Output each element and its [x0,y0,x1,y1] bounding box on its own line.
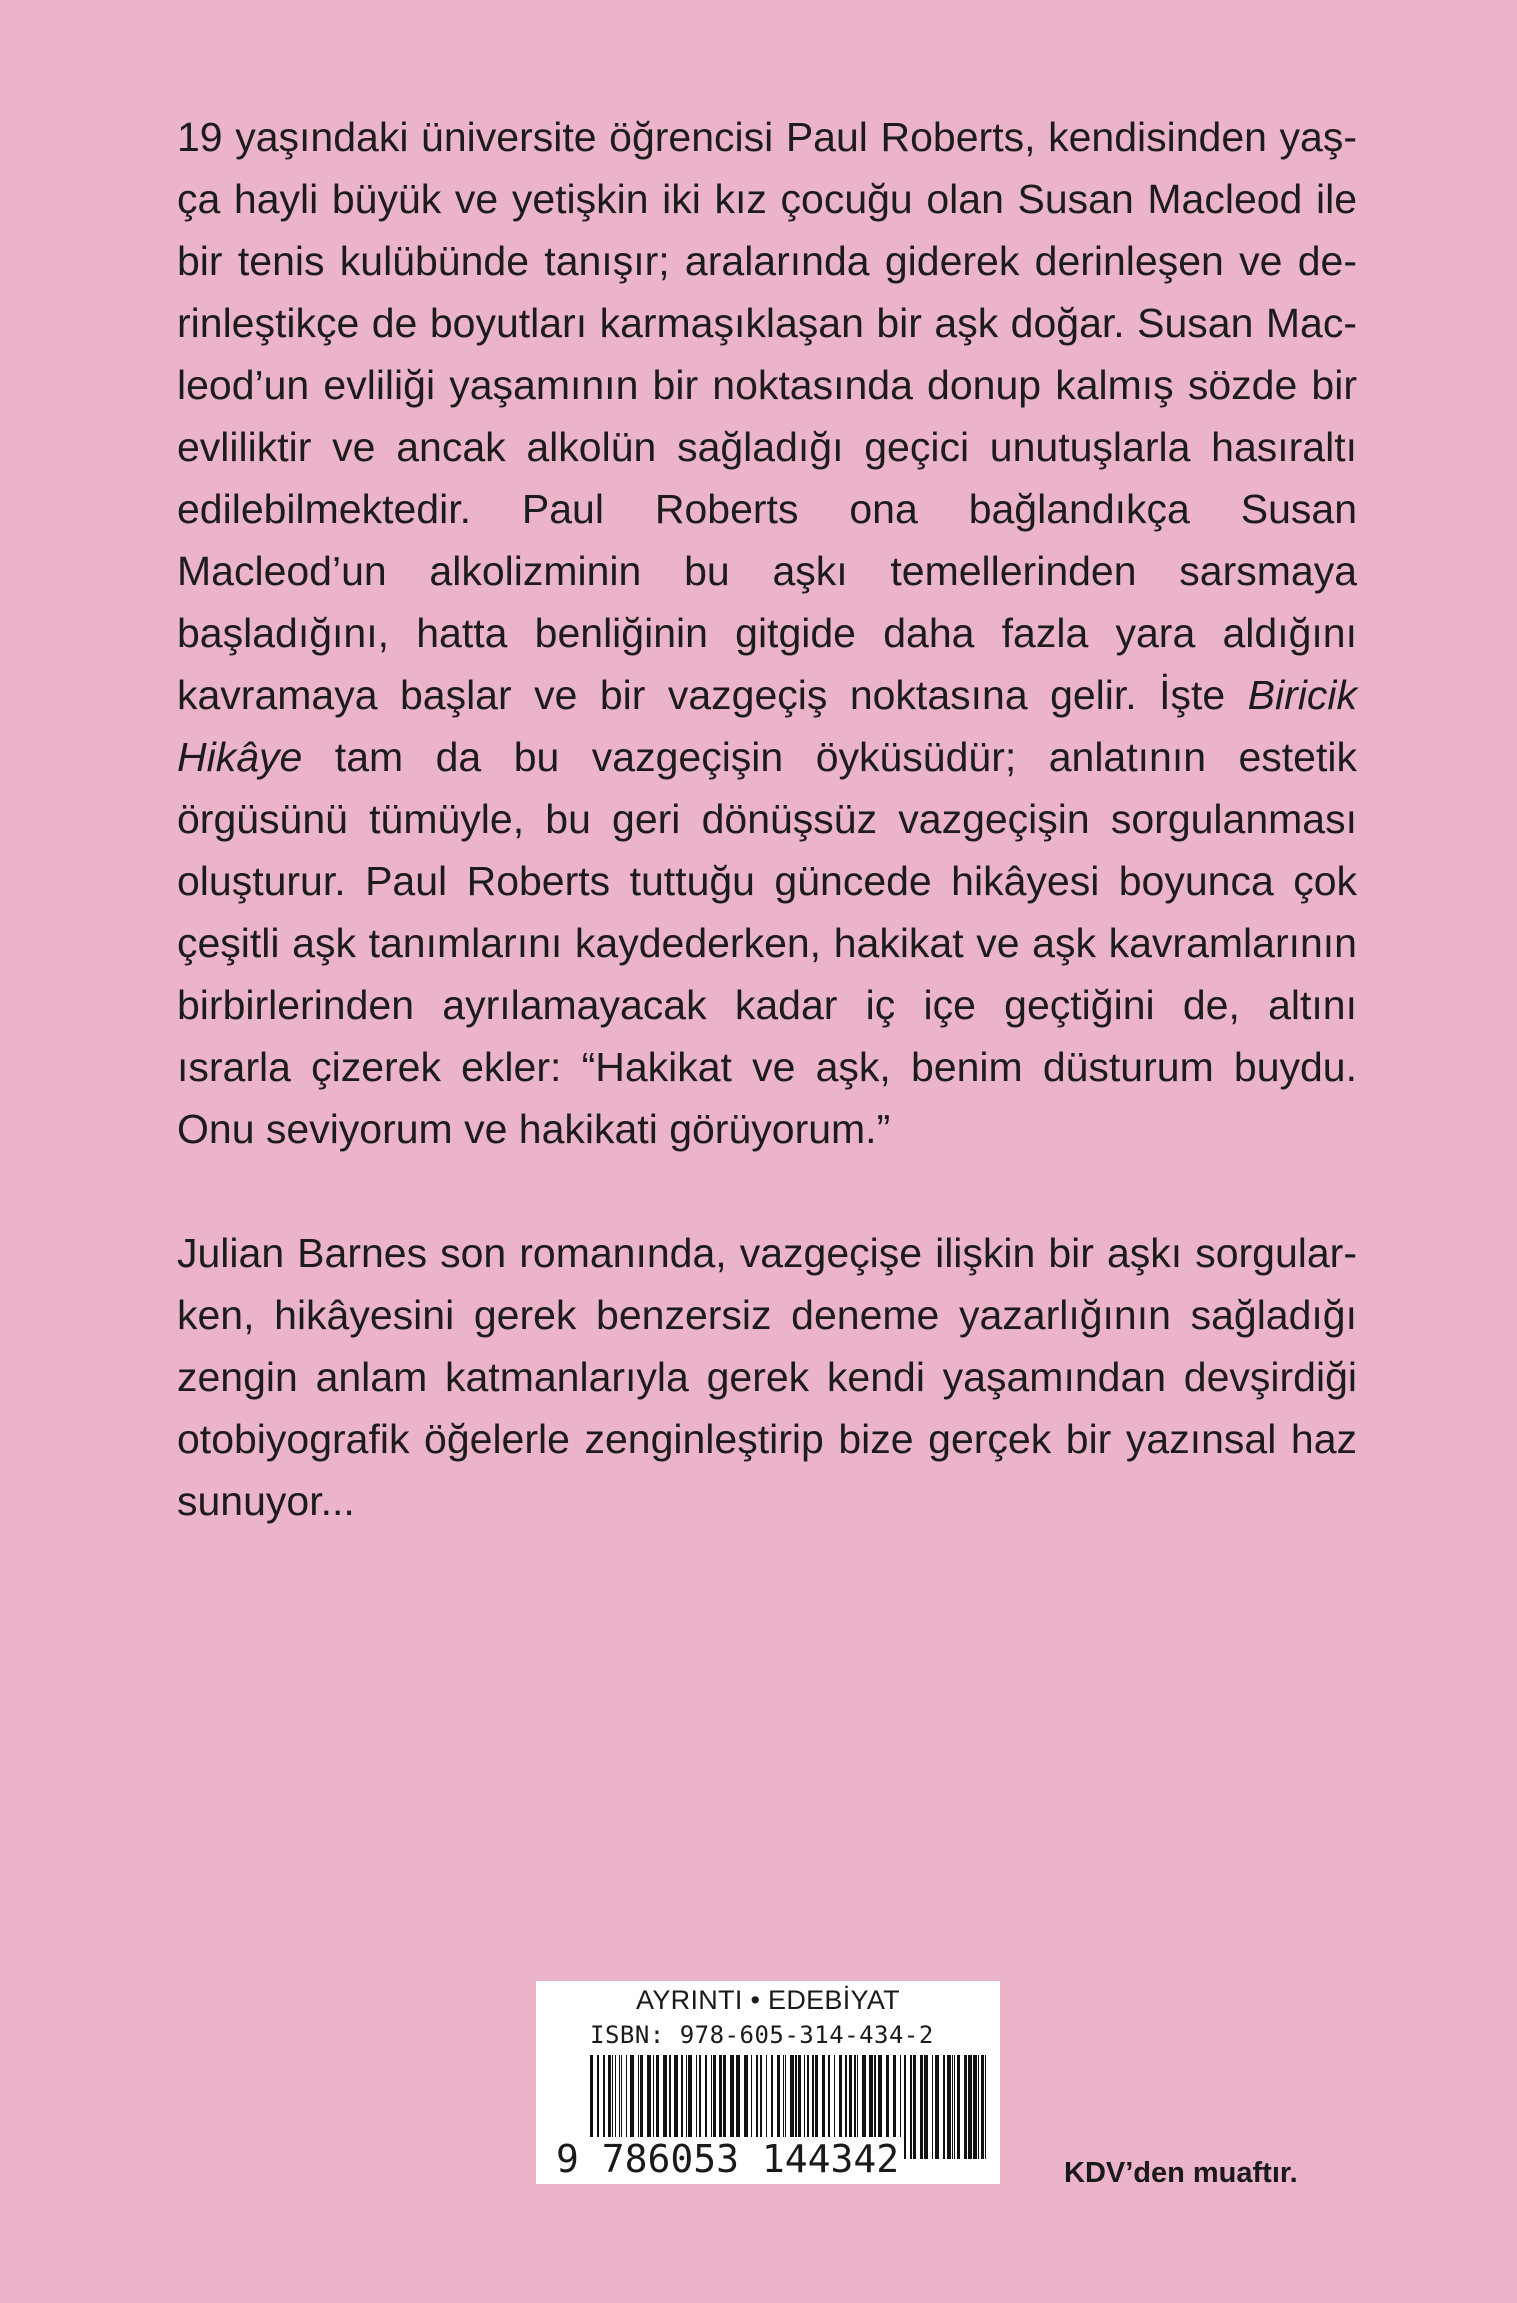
barcode-digits-text: 9 786053 144342 [556,2137,900,2181]
isbn-barcode-label [536,1981,1000,2184]
vat-exempt-note: KDV’den muaftır. [1064,2157,1298,2189]
blurb-paragraph-2: Julian Barnes son romanında, vazgeçişe ilişkin bir aşkı sorgularken, hikâyesini gerek benzersiz deneme yazarlığının sağladığı zengin anlam katmanlarıyla gerek kendi yaşamından devşirdiği otobiyografik öğelerle zenginleştirip bize gerçek bir yazınsal haz sunuyor... [177,1230,1357,1524]
barcode-digits [554,2137,901,2181]
publisher-series: AYRINTI • EDEBİYAT [636,1985,900,2015]
isbn-number: ISBN: 978-605-314-434-2 [590,2021,934,2049]
back-cover-blurb [177,106,1357,1532]
blurb-paragraph-1-text-b: tam da bu vazgeçişin öyküsüdür; anlatının estetik örgüsünü tümüyle, bu geri dönüşsüz vazgeçişin sorgulanması oluşturur. Paul Roberts tuttuğu güncede hikâyesi boyunca çok çeşitli aşk tanımlarını kaydederken, hakikat ve aşk kavramlarının birbirlerinden ayrılamayacak kadar iç içe geçtiğini de, altını ısrarla çizerek ekler: “Hakikat ve aşk, benim düsturum buydu. Onu seviyorum ve hakikati görüyorum.” [177,734,1357,1152]
blurb-paragraph-1 [177,106,1357,1160]
blurb-paragraph-1-text-a: 19 yaşındaki üniversite öğrencisi Paul Roberts, kendisinden yaşça hayli büyük ve yetişkin iki kız çocuğu olan Susan Macleod ile bir tenis kulübünde tanışır; aralarında giderek derinleşen ve derinleştikçe de boyutları karmaşıklaşan bir aşk doğar. Susan Macleod’un evliliği yaşamının bir noktasında donup kalmış sözde bir evliliktir ve ancak alkolün sağladığı geçici unutuşlarla hasıraltı edilebilmektedir. Paul Roberts ona bağlandıkça Susan Macleod’un alkolizminin bu aşkı temellerinden sarsmaya başladığını, hatta benliğinin gitgide daha fazla yara aldığını kavramaya başlar ve bir vazgeçiş noktasına gelir. İşte [177,114,1357,718]
book-title-italic: Biricik Hikâye [177,672,1357,780]
